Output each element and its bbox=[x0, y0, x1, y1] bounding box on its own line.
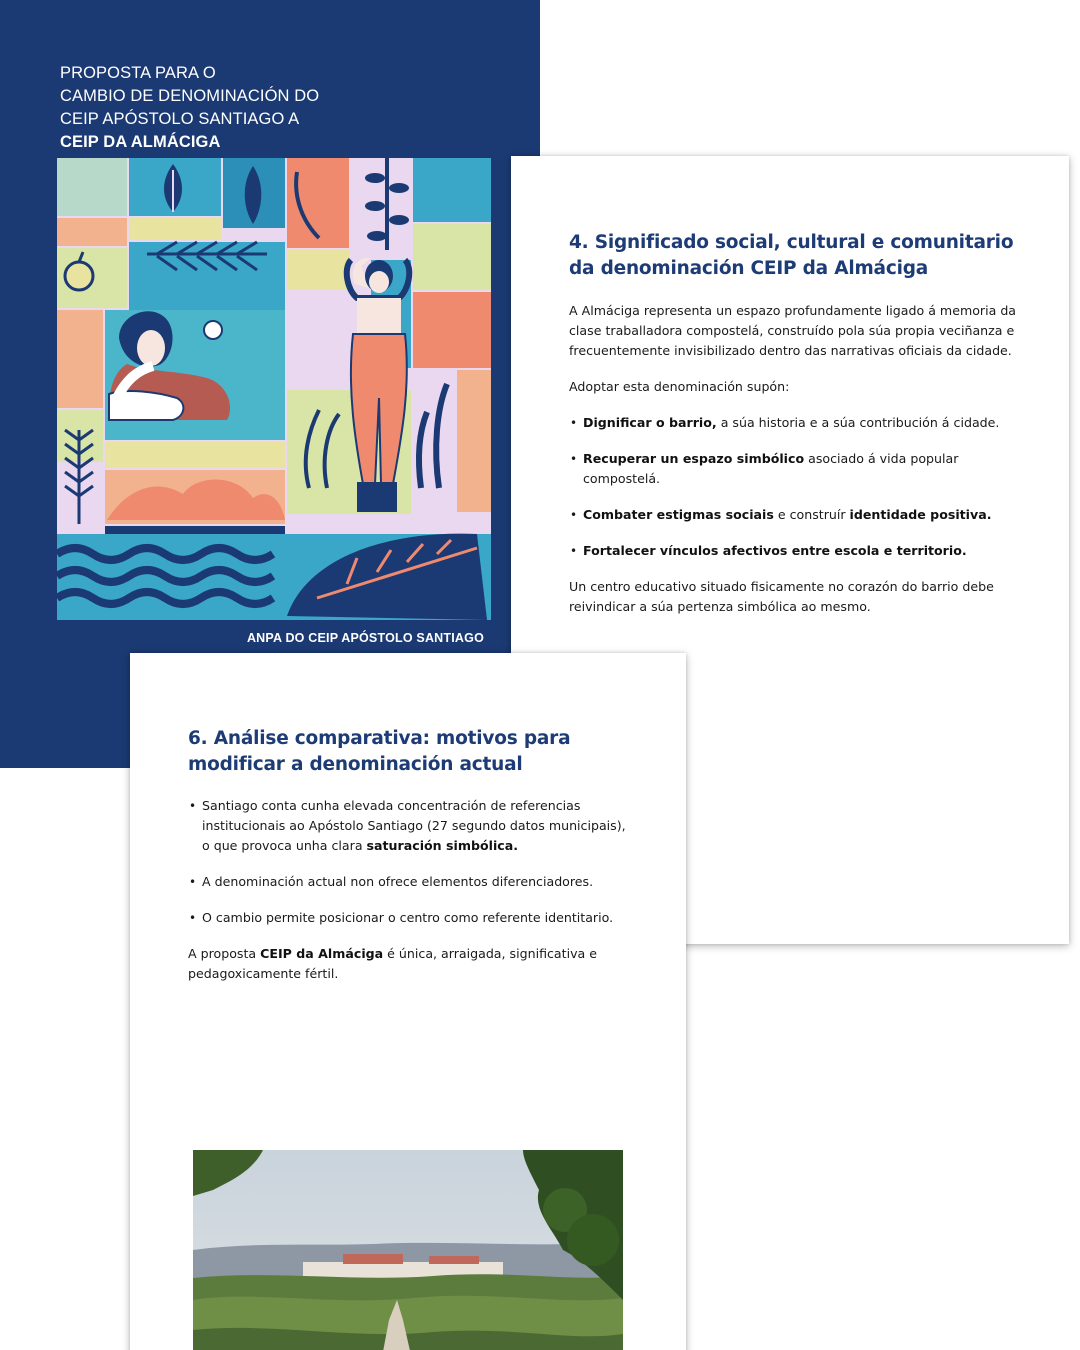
neighborhood-photo bbox=[193, 1150, 623, 1350]
cover-footer: ANPA DO CEIP APÓSTOLO SANTIAGO bbox=[246, 631, 484, 645]
cover-illustration bbox=[57, 158, 491, 620]
bullet-text: a súa historia e a súa contribución á cidade. bbox=[716, 415, 1000, 430]
list-item bbox=[569, 449, 1019, 489]
bullet-text: Santiago conta cunha elevada concentración de referencias institucionais ao Apóstolo Santiago (27 segundo datos municipais), o que provoca unha clara bbox=[202, 798, 626, 853]
bullet-strong: Recuperar un espazo simbólico bbox=[583, 451, 805, 466]
bullet-text: O cambio permite posicionar o centro como referente identitario. bbox=[202, 910, 614, 925]
bullet-strong: Dignificar o barrio, bbox=[583, 415, 717, 430]
section-6-heading: 6. Análise comparativa: motivos para modificar a denominación actual bbox=[188, 728, 571, 775]
list-item bbox=[188, 872, 628, 892]
bullet-text: A denominación actual non ofrece elementos diferenciadores. bbox=[202, 874, 594, 889]
section-6-closing bbox=[188, 944, 628, 984]
closing-text: A proposta bbox=[188, 946, 261, 961]
section-4-body bbox=[569, 301, 1019, 633]
page-section-6 bbox=[130, 653, 686, 1350]
section-6-bullet-list bbox=[188, 796, 628, 928]
closing-strong: CEIP da Almáciga bbox=[260, 946, 384, 961]
list-item bbox=[569, 413, 1019, 433]
cover-title bbox=[60, 62, 360, 154]
cover-title-line: PROPOSTA PARA O bbox=[60, 64, 216, 82]
cover-title-line: CEIP APÓSTOLO SANTIAGO A bbox=[60, 110, 300, 128]
closing-text: é única, arraigada, significativa e pedagoxicamente fértil. bbox=[188, 946, 598, 981]
section-4-heading: 4. Significado social, cultural e comunitario da denominación CEIP da Almáciga bbox=[569, 232, 1014, 279]
section-6-body bbox=[188, 796, 628, 1000]
list-item bbox=[188, 908, 628, 928]
cover-title-highlight: CEIP DA ALMÁCIGA bbox=[60, 133, 221, 151]
section-4-bullet-list bbox=[569, 413, 1019, 561]
list-item bbox=[188, 796, 628, 856]
bullet-strong-2: identidade positiva. bbox=[849, 507, 992, 522]
bullet-strong: Fortalecer vínculos afectivos entre escola e territorio. bbox=[583, 543, 967, 558]
section-4-intro: A Almáciga representa un espazo profundamente ligado á memoria da clase traballadora compostelá, construído pola súa propia veciñanza e frecuentemente invisibilizado dentro das narrativas oficiais da cidade. bbox=[569, 303, 1017, 358]
bullet-text: e construír bbox=[773, 507, 850, 522]
bullet-text: asociado á vida popular compostelá. bbox=[583, 451, 959, 486]
cover-title-line: CAMBIO DE DENOMINACIÓN DO bbox=[60, 87, 320, 105]
bullet-strong: Combater estigmas sociais bbox=[583, 507, 774, 522]
section-4-closing: Un centro educativo situado fisicamente no corazón do barrio debe reivindicar a súa pertenza simbólica ao mesmo. bbox=[569, 579, 994, 614]
section-4-lead: Adoptar esta denominación supón: bbox=[569, 379, 790, 394]
list-item bbox=[569, 541, 1019, 561]
bullet-strong: saturación simbólica. bbox=[366, 838, 519, 853]
list-item bbox=[569, 505, 1019, 525]
